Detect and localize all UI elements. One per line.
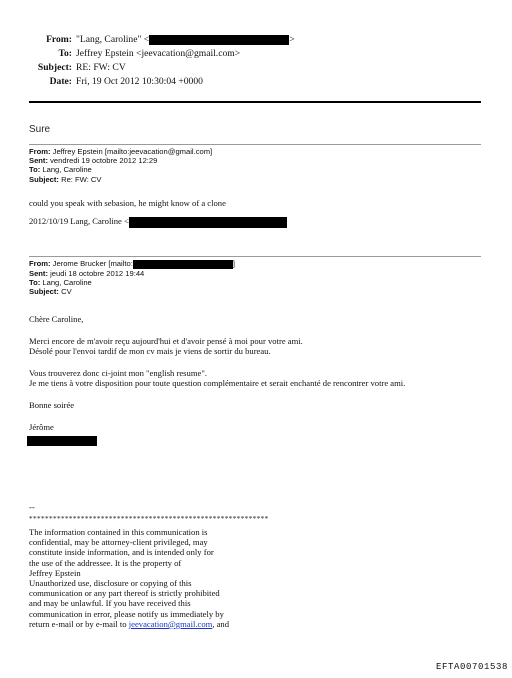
from-label: From: (46, 34, 72, 45)
disclaimer-line: The information contained in this communication is (29, 527, 208, 537)
quoted-attribution (29, 216, 287, 228)
from-name: "Lang, Caroline" < (76, 34, 150, 45)
quoted-subject-value: Re: FW: CV (61, 174, 102, 184)
subject-value: RE: FW: CV (76, 62, 126, 73)
redaction-bar (129, 217, 287, 228)
subject-label: Subject: (37, 62, 72, 73)
greeting: Chère Caroline, (29, 314, 84, 324)
quoted-to-value: Lang, Caroline (42, 277, 92, 287)
quoted-sent-value: jeudi 18 octobre 2012 19:44 (50, 268, 145, 278)
date-value: Fri, 19 Oct 2012 10:30:04 +0000 (76, 76, 203, 87)
signature: Jérôme (29, 421, 54, 432)
quoted-body-2 (29, 314, 405, 432)
paragraph-line: Vous trouverez donc ci-joint mon "english resume". (29, 367, 207, 378)
disclaimer (29, 527, 229, 629)
disclaimer-line: constitute inside information, and is intended only for (29, 547, 214, 558)
quote-divider (29, 256, 481, 257)
quoted-body-1: could you speak with sebasion, he might know of a clone (29, 198, 226, 208)
header-divider (29, 101, 481, 103)
quoted-sent-value: vendredi 19 octobre 2012 12:29 (50, 156, 158, 166)
disclaimer-line-last: return e-mail or by e-mail to jeevacation@gmail.com, and (29, 618, 230, 629)
quoted-from-value: Jerome Brucker [mailto: (52, 259, 133, 268)
quoted-to-value: Lang, Caroline (42, 165, 92, 175)
to-label: To: (58, 48, 72, 59)
paragraph-line: Merci encore de m'avoir reçu aujourd'hui et d'avoir pensé à moi pour votre ami. (29, 335, 303, 346)
redaction-bar (133, 260, 233, 269)
email-link[interactable]: jeevacation@gmail.com (128, 618, 213, 629)
quoted-from-row: From: Jerome Brucker [mailto: ] (29, 259, 235, 268)
quoted-from-row: From: Jeffrey Epstein [mailto:jeevacation@gmail.com] (29, 147, 213, 156)
quoted-header-2 (29, 259, 235, 296)
disclaimer-line: communication in error, please notify us immediately by (29, 608, 224, 619)
quoted-from-value: Jeffrey Epstein [mailto:jeevacation@gmail.com] (52, 147, 213, 156)
quoted-to-row: To: Lang, Caroline (29, 277, 92, 287)
paragraph-line: Désolé pour l'envoi tardif de mon cv mais je viens de sortir du bureau. (29, 346, 271, 357)
redaction-bar (27, 436, 97, 446)
disclaimer-line: and may be unlawful. If you have received this (29, 598, 191, 609)
footer-dashes: -- (29, 502, 35, 512)
quoted-subject-value: CV (61, 286, 72, 296)
quote-divider (29, 144, 481, 145)
disclaimer-line: Jeffrey Epstein (29, 567, 81, 578)
bates-number: EFTA00701538 (436, 662, 509, 672)
paragraph-line: Je me tiens à votre disposition pour toute question complémentaire et serait enchanté de rencontrer votre ami. (29, 378, 406, 389)
from-close: > (289, 34, 295, 45)
quoted-subject-row: Subject: CV (29, 286, 72, 296)
quoted-sent-row: Sent: jeudi 18 octobre 2012 19:44 (29, 268, 145, 278)
quoted-sent-row: Sent: vendredi 19 octobre 2012 12:29 (29, 156, 158, 166)
reply-text: Sure (29, 124, 51, 135)
to-value: Jeffrey Epstein <jeevacation@gmail.com> (76, 48, 241, 59)
attribution-text: 2012/10/19 Lang, Caroline < (29, 216, 129, 226)
disclaimer-line: Unauthorized use, disclosure or copying of this (29, 578, 192, 589)
disclaimer-line: communication or any part thereof is strictly prohibited (29, 588, 220, 599)
disclaimer-line: confidential, may be attorney-client privileged, may (29, 537, 208, 548)
disclaimer-line: the use of the addressee. It is the property of (29, 557, 182, 568)
closing: Bonne soirée (29, 399, 75, 410)
from-value (76, 33, 295, 47)
footer-stars: ************************************************************ (29, 515, 269, 523)
quoted-header-1 (29, 147, 212, 184)
quoted-subject-row: Subject: Re: FW: CV (29, 174, 102, 184)
date-label: Date: (49, 76, 72, 87)
quoted-to-row: To: Lang, Caroline (29, 165, 92, 175)
email-header (0, 33, 512, 93)
redaction-bar (149, 35, 289, 45)
